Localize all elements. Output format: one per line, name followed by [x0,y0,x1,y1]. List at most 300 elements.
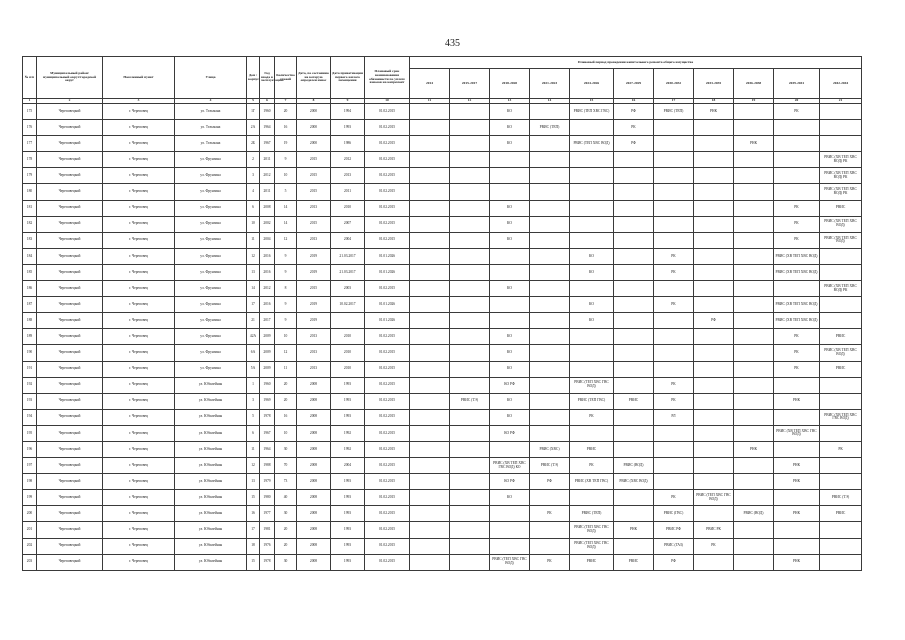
cell-obligation-start: 01.02.2015 [365,409,410,425]
page-number: 435 [445,38,460,49]
table-row [23,538,862,554]
cell-period [450,425,490,441]
cell-period: РНК [734,441,774,457]
cell-floors: 5 [275,184,297,200]
cell-period [570,152,614,168]
cell-period [450,345,490,361]
cell-period: РВИС [614,393,654,409]
cell-year-built: 2012 [260,168,275,184]
cell-house: 3 [247,168,260,184]
cell-period [734,329,774,345]
cell-obligation-start: 01.02.2015 [365,441,410,457]
cell-period: РК [774,216,820,232]
cell-period [820,136,862,152]
cell-period [694,474,734,490]
cell-house: 12 [247,248,260,264]
cell-period [410,554,450,570]
cell-period [654,168,694,184]
cell-period [570,345,614,361]
cell-period: РВИС [570,554,614,570]
column-number: 9 [331,99,365,104]
cell-municipality: Череповецкий [37,377,103,393]
cell-obligation-start: 01.01.2026 [365,248,410,264]
cell-period: РК [530,506,570,522]
cell-wear-date: 2015 [297,152,331,168]
table-row [23,297,862,313]
cell-year-built: 1964 [260,120,275,136]
column-number: 12 [450,99,490,104]
cell-first-privatization: 1993 [331,377,365,393]
cell-house: 42А [247,329,260,345]
cell-period: КО [490,361,530,377]
cell-period: РФ [530,474,570,490]
cell-num: 178 [23,152,37,168]
cell-locality: г. Череповец [103,152,175,168]
cell-period [530,216,570,232]
cell-period [694,136,734,152]
column-number: 4 [175,99,247,104]
cell-period [734,297,774,313]
cell-period [774,538,820,554]
cell-street: ул. Юбилейная [175,377,247,393]
cell-year-built: 1969 [260,393,275,409]
cell-period [734,377,774,393]
cell-period: РВИС (ХВ ТЕП ХВС ВОД) РК [820,184,862,200]
cell-period [734,474,774,490]
cell-floors: 20 [275,393,297,409]
cell-period [694,297,734,313]
cell-period: РВИС (ТЕП) [530,120,570,136]
cell-period [774,120,820,136]
cell-period [694,184,734,200]
cell-period [694,152,734,168]
cell-period: РК [774,345,820,361]
cell-locality: г. Череповец [103,393,175,409]
cell-num: 195 [23,425,37,441]
cell-period: РК [820,441,862,457]
cell-municipality: Череповецкий [37,313,103,329]
cell-period: РК [570,458,614,474]
cell-first-privatization: 1992 [331,425,365,441]
cell-period [614,232,654,248]
cell-period [530,168,570,184]
table-row [23,232,862,248]
cell-period [614,345,654,361]
cell-period [530,264,570,280]
cell-locality: г. Череповец [103,474,175,490]
header-period-title: Плановый период проведения капитального ремонта общего имущества [410,57,862,69]
cell-municipality: Череповецкий [37,441,103,457]
cell-num: 177 [23,136,37,152]
cell-municipality: Череповецкий [37,120,103,136]
cell-period [450,216,490,232]
cell-period [450,184,490,200]
cell-floors: 9 [275,264,297,280]
cell-period: РФ [654,554,694,570]
cell-first-privatization: 2013 [331,168,365,184]
cell-obligation-start: 01.01.2026 [365,313,410,329]
cell-period [450,281,490,297]
cell-num: 203 [23,554,37,570]
cell-period: РВИС (ХВ ТЕП ХВС ВОД) [774,264,820,280]
cell-first-privatization: 1993 [331,554,365,570]
cell-period [734,409,774,425]
cell-obligation-start: 01.01.2026 [365,264,410,280]
cell-floors: 14 [275,216,297,232]
cell-wear-date: 2008 [297,393,331,409]
column-number: 16 [614,99,654,104]
cell-locality: г. Череповец [103,281,175,297]
cell-period [450,458,490,474]
cell-period [410,490,450,506]
cell-period [490,538,530,554]
cell-period [490,184,530,200]
cell-first-privatization: 2010 [331,361,365,377]
cell-period: РФ [614,104,654,120]
cell-locality: г. Череповец [103,458,175,474]
cell-year-built: 1967 [260,136,275,152]
cell-period [570,329,614,345]
cell-wear-date: 2000 [297,120,331,136]
cell-locality: г. Череповец [103,200,175,216]
cell-period [694,281,734,297]
cell-locality: г. Череповец [103,409,175,425]
column-number: 7 [275,99,297,104]
cell-period: РК [774,361,820,377]
cell-house: 2 [247,152,260,168]
header-period: 2033-2035 [694,69,734,99]
cell-period [410,409,450,425]
cell-house: 13 [247,474,260,490]
table-row [23,184,862,200]
header-period: 2014 [410,69,450,99]
cell-municipality: Череповецкий [37,538,103,554]
cell-wear-date: 2008 [297,425,331,441]
cell-wear-date: 2008 [297,554,331,570]
table-row [23,152,862,168]
cell-period: РК [654,393,694,409]
column-number: 21 [820,99,862,104]
cell-period [450,264,490,280]
cell-house: 14 [247,281,260,297]
cell-house: 21 [247,313,260,329]
cell-period [774,522,820,538]
cell-period [820,264,862,280]
cell-period [410,232,450,248]
cell-house: 3 [247,393,260,409]
cell-period [734,458,774,474]
cell-period [694,393,734,409]
cell-num: 175 [23,104,37,120]
cell-year-built: 1988 [260,458,275,474]
cell-period [694,264,734,280]
cell-period: РВИС (ХВ ТЕП ГВС) [570,474,614,490]
cell-period [450,297,490,313]
cell-house: 5А [247,361,260,377]
cell-period [734,313,774,329]
cell-first-privatization: 1993 [331,522,365,538]
cell-period [490,522,530,538]
cell-obligation-start: 01.02.2015 [365,522,410,538]
table-row [23,264,862,280]
cell-period [694,425,734,441]
cell-period [490,248,530,264]
cell-num: 185 [23,264,37,280]
cell-house: 4 [247,184,260,200]
cell-period: РФ [694,313,734,329]
cell-period: РВИС РК [694,522,734,538]
cell-num: 187 [23,297,37,313]
cell-period [734,104,774,120]
cell-floors: 20 [275,538,297,554]
cell-period [820,377,862,393]
cell-period [530,522,570,538]
cell-obligation-start: 01.02.2015 [365,474,410,490]
cell-period: РК [654,377,694,393]
header-period: 2039-2041 [774,69,820,99]
header-period: 2042-2044 [820,69,862,99]
cell-wear-date: 2000 [297,104,331,120]
cell-period: КО [490,345,530,361]
cell-period: РК [654,264,694,280]
cell-locality: г. Череповец [103,120,175,136]
cell-period [450,522,490,538]
cell-house: 17 [247,297,260,313]
cell-street: ул. Юбилейная [175,522,247,538]
cell-period: РК [570,409,614,425]
cell-obligation-start: 01.02.2015 [365,393,410,409]
cell-period [410,377,450,393]
cell-period [490,441,530,457]
cell-period [450,377,490,393]
cell-year-built: 1967 [260,425,275,441]
cell-period [570,425,614,441]
cell-period [450,441,490,457]
header-municipality: Муниципальный район/ муниципальный округ/городской округ [37,57,103,99]
column-number: 20 [774,99,820,104]
cell-period: РВИС [570,441,614,457]
cell-period: РК [774,200,820,216]
cell-wear-date: 2008 [297,506,331,522]
cell-period: РНК [774,554,820,570]
cell-obligation-start: 01.02.2015 [365,538,410,554]
header-locality: Населенный пункт [103,57,175,99]
cell-period [774,152,820,168]
cell-period: РНК [774,474,820,490]
cell-wear-date: 2000 [297,136,331,152]
cell-period [654,184,694,200]
table-row [23,425,862,441]
cell-floors: 16 [275,409,297,425]
table-row [23,458,862,474]
cell-locality: г. Череповец [103,313,175,329]
cell-period [820,554,862,570]
cell-street: ул. Фрунзина [175,313,247,329]
cell-locality: г. Череповец [103,441,175,457]
cell-period [614,297,654,313]
cell-obligation-start: 01.02.2015 [365,152,410,168]
cell-period: РВИС (ТЕП ХВС ГВС ВОД) [570,538,614,554]
cell-period [694,248,734,264]
cell-period: РВИС (ТЕП ХВС ГВС ВОД) [570,522,614,538]
cell-year-built: 2016 [260,264,275,280]
cell-num: 193 [23,393,37,409]
header-wear-date: Дата, по состоянию на которую определен износ [297,57,331,99]
cell-period: КО [570,264,614,280]
cell-num: 188 [23,313,37,329]
cell-municipality: Череповецкий [37,232,103,248]
cell-year-built: 2008 [260,200,275,216]
cell-locality: г. Череповец [103,297,175,313]
cell-period [410,393,450,409]
cell-floors: 30 [275,441,297,457]
cell-locality: г. Череповец [103,329,175,345]
cell-period [530,361,570,377]
cell-period [530,329,570,345]
table-row [23,216,862,232]
table-row [23,393,862,409]
cell-period: РК [654,490,694,506]
cell-period [774,136,820,152]
cell-period [410,361,450,377]
cell-period [694,232,734,248]
cell-period [614,506,654,522]
cell-period: РВИС РФ [654,522,694,538]
cell-period [410,474,450,490]
cell-period [410,297,450,313]
cell-period [410,120,450,136]
cell-municipality: Череповецкий [37,200,103,216]
cell-period: КО [490,104,530,120]
cell-period: РВИС (ХВ ТЕП ХВС ГВС ВОД) [774,425,820,441]
cell-period [450,506,490,522]
cell-period [820,313,862,329]
cell-period [654,136,694,152]
cell-num: 189 [23,329,37,345]
cell-period [614,329,654,345]
cell-year-built: 1976 [260,538,275,554]
cell-period [490,313,530,329]
column-number: 17 [654,99,694,104]
cell-first-privatization: 2010 [331,200,365,216]
cell-period [410,329,450,345]
header-floors: Количество этажей [275,57,297,99]
cell-year-built: 2009 [260,361,275,377]
cell-municipality: Череповецкий [37,168,103,184]
column-number: 3 [103,99,175,104]
cell-obligation-start: 01.02.2015 [365,184,410,200]
header-first-privatization: Дата приватизации первого жилого помещения [331,57,365,99]
cell-municipality: Череповецкий [37,345,103,361]
cell-wear-date: 2015 [297,281,331,297]
cell-period [614,264,654,280]
cell-period [614,168,654,184]
cell-period [570,200,614,216]
cell-floors: 12 [275,232,297,248]
header-period: 2021-2023 [530,69,570,99]
cell-obligation-start: 01.02.2015 [365,168,410,184]
cell-period: РВИС [820,329,862,345]
cell-num: 191 [23,361,37,377]
cell-year-built: 1978 [260,554,275,570]
cell-wear-date: 2008 [297,522,331,538]
cell-period: КО [490,136,530,152]
cell-floors: 9 [275,152,297,168]
cell-locality: г. Череповец [103,506,175,522]
cell-floors: 70 [275,458,297,474]
cell-period: РВИС (ВОД) [614,458,654,474]
cell-period [774,281,820,297]
cell-period [694,329,734,345]
cell-locality: г. Череповец [103,168,175,184]
cell-floors: 19 [275,136,297,152]
cell-first-privatization: 2011 [331,184,365,200]
cell-period: РК [654,248,694,264]
cell-num: 182 [23,216,37,232]
cell-period [570,120,614,136]
cell-period [654,200,694,216]
cell-municipality: Череповецкий [37,425,103,441]
repair-schedule-table [22,56,862,571]
cell-period [530,136,570,152]
cell-period: КО [490,329,530,345]
cell-house: 11 [247,441,260,457]
cell-period [694,441,734,457]
cell-wear-date: 2019 [297,248,331,264]
cell-period [410,345,450,361]
table-row [23,104,862,120]
cell-period [410,538,450,554]
cell-period [614,200,654,216]
cell-num: 201 [23,522,37,538]
cell-period [530,425,570,441]
cell-year-built: 2011 [260,184,275,200]
cell-period: РВИС [820,506,862,522]
cell-period [774,168,820,184]
cell-period [450,361,490,377]
cell-street: ул. Юбилейная [175,393,247,409]
cell-period [694,377,734,393]
cell-period: РНК [774,506,820,522]
table-row [23,200,862,216]
cell-municipality: Череповецкий [37,216,103,232]
cell-street: ул. Юбилейная [175,490,247,506]
cell-period: РК [654,297,694,313]
cell-period: РНК [694,104,734,120]
header-obligation-start: Плановый срок возникновения обязанности по уплате взносов на капремонт [365,57,410,99]
cell-period [694,345,734,361]
header-period: 2015-2017 [450,69,490,99]
cell-num: 198 [23,474,37,490]
cell-period [530,490,570,506]
cell-period [450,474,490,490]
cell-obligation-start: 01.02.2015 [365,377,410,393]
cell-period [820,474,862,490]
cell-year-built: 1977 [260,506,275,522]
cell-period [654,152,694,168]
cell-obligation-start: 01.02.2015 [365,136,410,152]
cell-period [530,184,570,200]
header-year-built: Год ввода в эксплуатацию [260,57,275,99]
cell-wear-date: 2008 [297,474,331,490]
cell-wear-date: 2008 [297,377,331,393]
cell-house: 16 [247,506,260,522]
cell-house: 12 [247,458,260,474]
cell-period [654,313,694,329]
cell-period [694,458,734,474]
cell-period [410,264,450,280]
cell-municipality: Череповецкий [37,136,103,152]
